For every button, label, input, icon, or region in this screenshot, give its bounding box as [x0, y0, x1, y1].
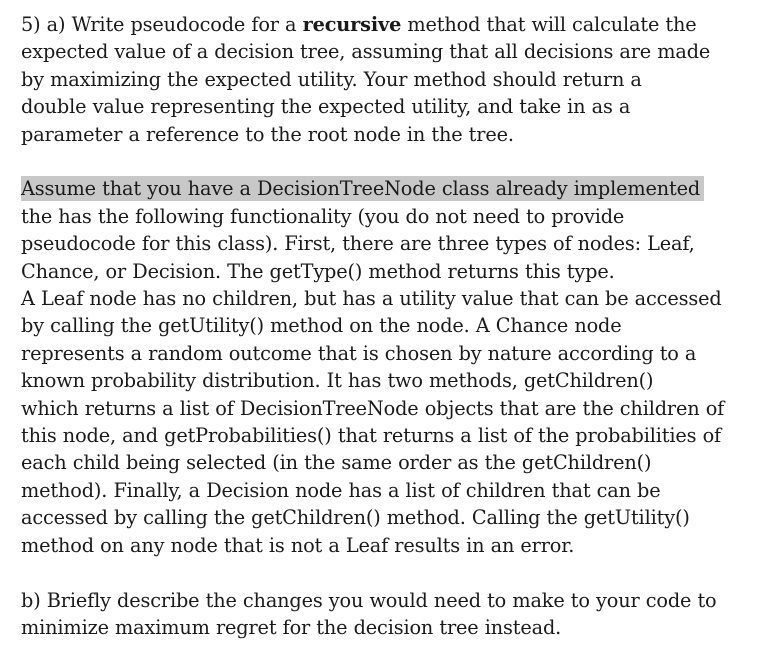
- assume-line: A Leaf node has no children, but has a utility value that can be accessed: [21, 287, 722, 311]
- assume-line: by calling the getUtility() method on the node. A Chance node: [21, 314, 622, 338]
- assume-line: pseudocode for this class). First, there are three types of nodes: Leaf,: [21, 232, 695, 256]
- part-a-line: expected value of a decision tree, assuming that all decisions are made: [21, 40, 711, 64]
- assume-line: known probability distribution. It has two methods, getChildren(): [21, 369, 654, 393]
- recursive-bold-word: recursive: [302, 13, 402, 36]
- assume-line: which returns a list of DecisionTreeNode objects that are the children of: [21, 396, 725, 420]
- part-a-line-1: [21, 11, 761, 38]
- assume-line: represents a random outcome that is chosen by nature according to a: [21, 341, 697, 365]
- part-b-paragraph: [21, 587, 761, 642]
- assume-line: method). Finally, a Decision node has a list of children that can be: [21, 478, 661, 502]
- part-b-line: minimize maximum regret for the decision tree instead.: [21, 615, 562, 639]
- part-b-line: b) Briefly describe the changes you would need to make to your code to: [21, 588, 717, 612]
- part-a-line: double value representing the expected utility, and take in as a: [21, 95, 631, 119]
- paragraph-spacer: [21, 148, 761, 175]
- assume-line: accessed by calling the getChildren() method. Calling the getUtility(): [21, 506, 690, 530]
- part-a-line: by maximizing the expected utility. Your method should return a: [21, 67, 642, 91]
- assume-line: method on any node that is not a Leaf results in an error.: [21, 533, 575, 557]
- paragraph-spacer: [21, 559, 761, 586]
- part-a-paragraph: [21, 11, 761, 148]
- part-a-line: parameter a reference to the root node in the tree.: [21, 122, 514, 146]
- assume-line: the has the following functionality (you do not need to provide: [21, 204, 625, 228]
- assume-line-1: [21, 175, 761, 202]
- assume-paragraph: [21, 175, 761, 559]
- assume-line: each child being selected (in the same order as the getChildren(): [21, 451, 652, 475]
- part-a-line-1-prefix: 5) a) Write pseudocode for a: [21, 13, 303, 36]
- assume-line: this node, and getProbabilities() that returns a list of the probabilities of: [21, 424, 722, 448]
- part-a-line-1-suffix: method that will calculate the: [401, 13, 697, 36]
- text-selection-highlight[interactable]: Assume that you have a DecisionTreeNode class already implemented: [21, 176, 704, 201]
- assume-line: Chance, or Decision. The getType() method returns this type.: [21, 259, 615, 283]
- document-body: [21, 11, 761, 641]
